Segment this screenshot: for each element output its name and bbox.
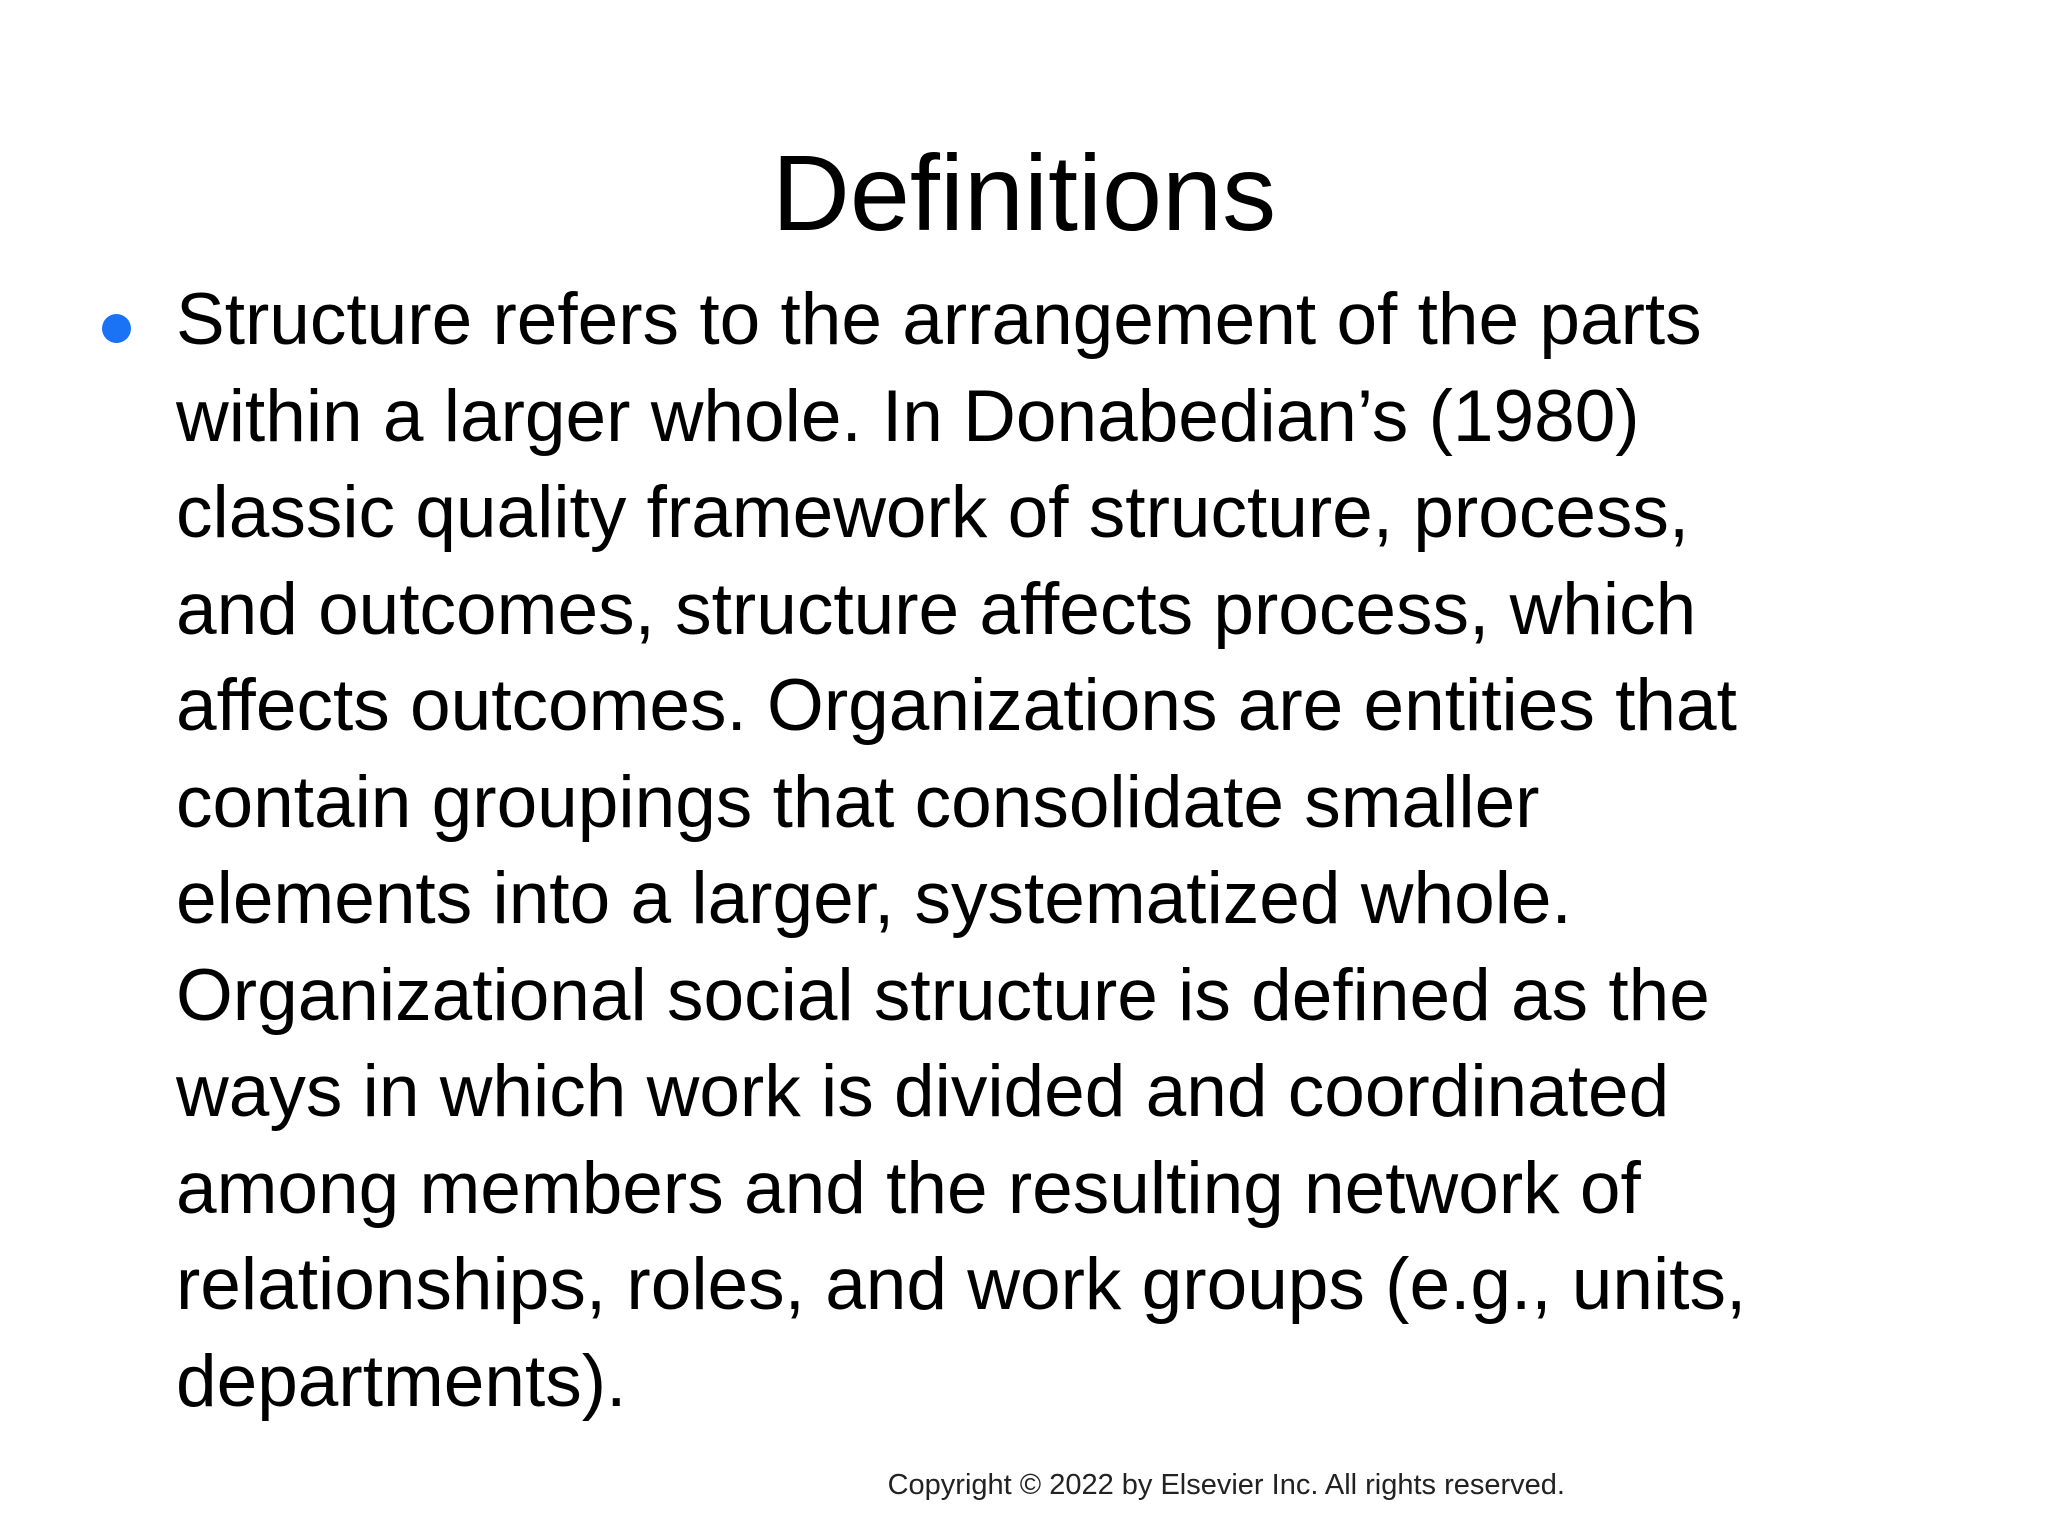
- bullet-text-line: among members and the resulting network of: [176, 1147, 1641, 1229]
- bullet-text-line: ways in which work is divided and coordinated: [176, 1051, 1670, 1132]
- bullet-text-line: relationships, roles, and work groups (e.g., units,: [176, 1244, 1747, 1325]
- bullet-text-line: contain groupings that consolidate smaller: [176, 761, 1540, 843]
- bullet-item: [0, 272, 1926, 1430]
- slide-title: Definitions: [771, 132, 1277, 253]
- bullet-dot-icon: [102, 314, 131, 343]
- bullet-text-line: classic quality framework of structure, process,: [176, 472, 1690, 553]
- bullet-text-line: Organizational social structure is defined as the: [176, 954, 1710, 1036]
- bullet-text-line: elements into a larger, systematized whole.: [176, 858, 1572, 939]
- bullet-text-line: affects outcomes. Organizations are entities that: [176, 665, 1737, 746]
- copyright-footer: Copyright © 2022 by Elsevier Inc. All rights reserved.: [887, 1469, 1565, 1501]
- bullet-text-line: Structure refers to the arrangement of the parts: [176, 279, 1702, 360]
- bullet-text-line: and outcomes, structure affects process, which: [176, 568, 1697, 650]
- bullet-text-line: departments).: [176, 1340, 627, 1422]
- bullet-text-line: within a larger whole. In Donabedian’s (1980): [176, 375, 1640, 457]
- bullet-list: [0, 272, 2048, 1430]
